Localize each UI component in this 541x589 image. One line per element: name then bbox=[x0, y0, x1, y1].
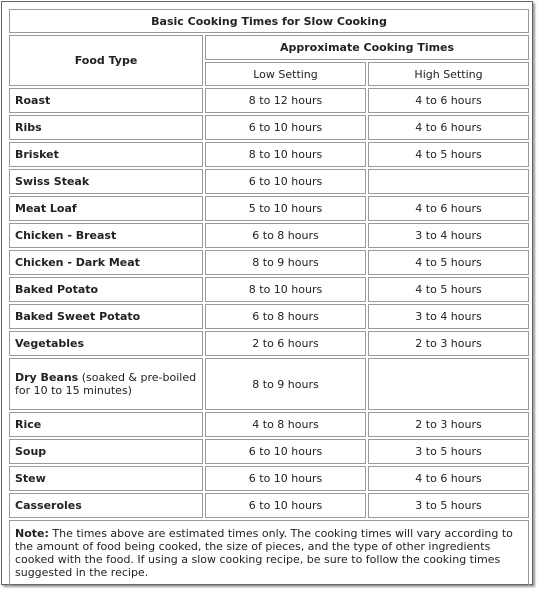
food-name: Casseroles bbox=[15, 499, 82, 512]
low-setting-cell: 6 to 10 hours bbox=[205, 466, 366, 491]
low-setting-cell: 6 to 10 hours bbox=[205, 439, 366, 464]
header-high-setting: High Setting bbox=[368, 62, 529, 86]
food-name: Baked Potato bbox=[15, 283, 99, 296]
food-name: Chicken - Breast bbox=[15, 229, 117, 242]
food-name: Rice bbox=[15, 418, 42, 431]
low-setting-cell: 8 to 9 hours bbox=[205, 358, 366, 410]
table-title: Basic Cooking Times for Slow Cooking bbox=[9, 9, 529, 33]
header-low-setting: Low Setting bbox=[205, 62, 366, 86]
food-type-cell bbox=[9, 115, 203, 140]
table-row bbox=[9, 223, 529, 248]
food-type-cell bbox=[9, 88, 203, 113]
low-setting-cell: 2 to 6 hours bbox=[205, 331, 366, 356]
food-name: Meat Loaf bbox=[15, 202, 77, 215]
food-type-cell bbox=[9, 358, 203, 410]
high-setting-cell: 4 to 6 hours bbox=[368, 88, 529, 113]
food-name: Brisket bbox=[15, 148, 59, 161]
table-row bbox=[9, 250, 529, 275]
food-type-cell bbox=[9, 277, 203, 302]
table-row bbox=[9, 277, 529, 302]
cooking-times-panel bbox=[1, 1, 533, 585]
food-type-cell bbox=[9, 493, 203, 518]
low-setting-cell: 6 to 10 hours bbox=[205, 493, 366, 518]
food-name: Stew bbox=[15, 472, 46, 485]
table-row bbox=[9, 412, 529, 437]
low-setting-cell: 8 to 10 hours bbox=[205, 142, 366, 167]
header-food-type: Food Type bbox=[9, 35, 203, 86]
low-setting-cell: 4 to 8 hours bbox=[205, 412, 366, 437]
high-setting-cell: 4 to 6 hours bbox=[368, 196, 529, 221]
table-row bbox=[9, 493, 529, 518]
table-row bbox=[9, 358, 529, 410]
food-type-cell bbox=[9, 466, 203, 491]
header-approx-times: Approximate Cooking Times bbox=[205, 35, 529, 60]
high-setting-cell: 3 to 5 hours bbox=[368, 493, 529, 518]
table-row bbox=[9, 169, 529, 194]
table-row bbox=[9, 304, 529, 329]
high-setting-cell: 4 to 5 hours bbox=[368, 250, 529, 275]
low-setting-cell: 6 to 8 hours bbox=[205, 304, 366, 329]
food-detail: (soaked & pre-boiled for 10 to 15 minutes) bbox=[15, 371, 197, 397]
low-setting-cell: 6 to 8 hours bbox=[205, 223, 366, 248]
food-type-cell bbox=[9, 439, 203, 464]
high-setting-cell: 3 to 4 hours bbox=[368, 223, 529, 248]
food-type-cell bbox=[9, 223, 203, 248]
table-row bbox=[9, 439, 529, 464]
table-row bbox=[9, 196, 529, 221]
food-name: Roast bbox=[15, 94, 51, 107]
food-name: Baked Sweet Potato bbox=[15, 310, 141, 323]
table-row bbox=[9, 115, 529, 140]
table-row bbox=[9, 466, 529, 491]
high-setting-cell: 2 to 3 hours bbox=[368, 412, 529, 437]
high-setting-cell: 4 to 5 hours bbox=[368, 142, 529, 167]
low-setting-cell: 6 to 10 hours bbox=[205, 115, 366, 140]
high-setting-cell: 3 to 4 hours bbox=[368, 304, 529, 329]
note-text: The times above are estimated times only. The cooking times will vary according to the amount of food being cooked, the size of pieces, and the type of other ingredients cooked with the food. If using a slow cooking recipe, be sure to follow the cooking times suggested in the recipe. bbox=[15, 527, 513, 579]
high-setting-cell: 3 to 5 hours bbox=[368, 439, 529, 464]
food-name: Swiss Steak bbox=[15, 175, 90, 188]
food-name: Chicken - Dark Meat bbox=[15, 256, 140, 269]
high-setting-cell bbox=[368, 169, 529, 194]
table-row bbox=[9, 142, 529, 167]
food-type-cell bbox=[9, 412, 203, 437]
table-row bbox=[9, 331, 529, 356]
table-row bbox=[9, 88, 529, 113]
table-note bbox=[9, 520, 529, 586]
food-type-cell bbox=[9, 142, 203, 167]
food-name: Soup bbox=[15, 445, 47, 458]
food-type-cell bbox=[9, 250, 203, 275]
food-name: Dry Beans bbox=[15, 371, 79, 384]
high-setting-cell: 2 to 3 hours bbox=[368, 331, 529, 356]
high-setting-cell bbox=[368, 358, 529, 410]
high-setting-cell: 4 to 6 hours bbox=[368, 115, 529, 140]
low-setting-cell: 5 to 10 hours bbox=[205, 196, 366, 221]
cooking-times-table bbox=[7, 7, 531, 588]
low-setting-cell: 6 to 10 hours bbox=[205, 169, 366, 194]
food-type-cell bbox=[9, 304, 203, 329]
food-name: Vegetables bbox=[15, 337, 85, 350]
food-name: Ribs bbox=[15, 121, 42, 134]
note-label: Note: bbox=[15, 527, 49, 540]
low-setting-cell: 8 to 9 hours bbox=[205, 250, 366, 275]
high-setting-cell: 4 to 6 hours bbox=[368, 466, 529, 491]
food-type-cell bbox=[9, 331, 203, 356]
food-type-cell bbox=[9, 169, 203, 194]
high-setting-cell: 4 to 5 hours bbox=[368, 277, 529, 302]
low-setting-cell: 8 to 12 hours bbox=[205, 88, 366, 113]
low-setting-cell: 8 to 10 hours bbox=[205, 277, 366, 302]
food-type-cell bbox=[9, 196, 203, 221]
